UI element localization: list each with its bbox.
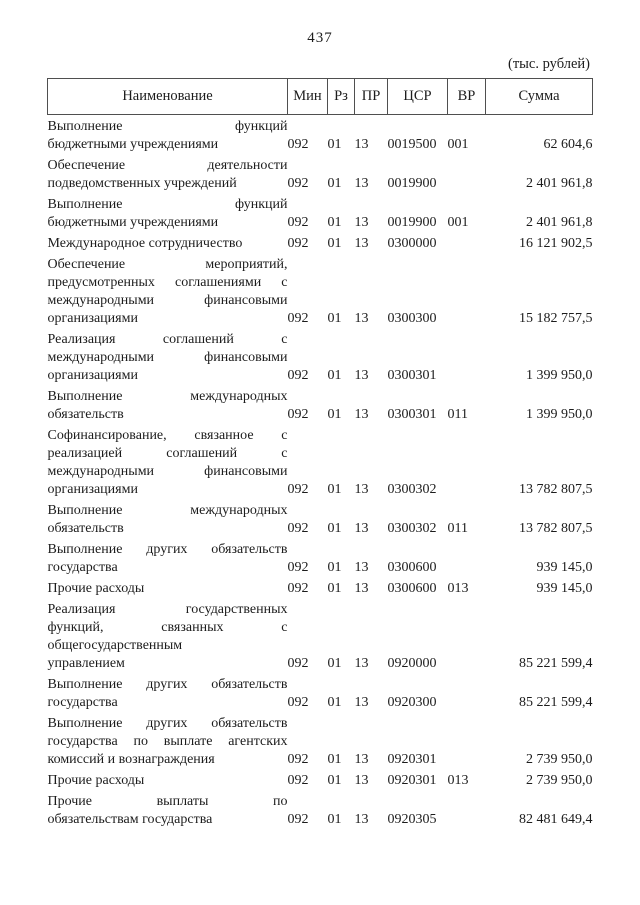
name-line: Выполнение функций	[47, 119, 288, 134]
name-line: государства	[47, 560, 118, 575]
cell-pr: 13	[354, 137, 369, 152]
cell-csr: 0300302	[387, 482, 437, 497]
page-number: 437	[307, 30, 333, 46]
cell-pr: 13	[354, 752, 369, 767]
cell-vr	[448, 424, 486, 499]
cell-csr: 0300302	[387, 521, 437, 536]
name-line: управлением	[47, 656, 125, 671]
column-header-vr: ВР	[448, 79, 486, 115]
cell-rz: 01	[327, 581, 342, 596]
cell-csr: 0300600	[387, 581, 437, 596]
cell-vr: 013	[447, 581, 469, 596]
cell-vr	[448, 328, 486, 385]
name-line: обязательствам государства	[47, 812, 213, 827]
name-line: международными финансовыми	[47, 350, 288, 365]
cell-sum: 16 121 902,5	[519, 236, 593, 251]
cell-name	[48, 790, 288, 829]
cell-pr: 13	[354, 560, 369, 575]
name-line: Выполнение других обязательств	[47, 542, 288, 557]
cell-csr: 0920301	[387, 752, 437, 767]
name-line: обязательств	[47, 521, 124, 536]
cell-pr: 13	[354, 311, 369, 326]
cell-name	[48, 328, 288, 385]
cell-csr: 0019900	[387, 176, 437, 191]
cell-min: 092	[287, 695, 309, 710]
name-line: Выполнение международных	[47, 389, 288, 404]
table-row	[48, 712, 593, 769]
cell-vr	[448, 538, 486, 577]
table-row	[48, 193, 593, 232]
cell-pr: 13	[354, 368, 369, 383]
cell-pr: 13	[354, 773, 369, 788]
name-line: реализацией соглашений с	[47, 446, 288, 461]
cell-name	[48, 154, 288, 193]
name-line: государства	[47, 695, 118, 710]
cell-sum: 2 739 950,0	[526, 752, 593, 767]
cell-name	[48, 253, 288, 328]
name-line: Выполнение функций	[47, 197, 288, 212]
cell-csr: 0920000	[387, 656, 437, 671]
cell-pr: 13	[354, 521, 369, 536]
cell-rz: 01	[327, 560, 342, 575]
cell-csr: 0300000	[387, 236, 437, 251]
cell-name	[48, 499, 288, 538]
name-line: международными финансовыми	[47, 464, 288, 479]
name-line: государства по выплате агентских	[47, 734, 288, 749]
cell-sum: 13 782 807,5	[519, 521, 593, 536]
cell-min: 092	[287, 773, 309, 788]
cell-pr: 13	[354, 215, 369, 230]
name-line: Международное сотрудничество	[47, 236, 243, 251]
cell-name	[48, 577, 288, 598]
column-header-name: Наименование	[48, 79, 288, 115]
cell-min: 092	[287, 752, 309, 767]
cell-sum: 82 481 649,4	[519, 812, 593, 827]
table-body	[48, 115, 593, 830]
cell-name	[48, 673, 288, 712]
cell-min: 092	[287, 521, 309, 536]
cell-csr: 0300301	[387, 407, 437, 422]
cell-vr	[448, 598, 486, 673]
cell-sum: 15 182 757,5	[519, 311, 593, 326]
cell-csr: 0300300	[387, 311, 437, 326]
cell-rz: 01	[327, 311, 342, 326]
name-line: бюджетными учреждениями	[47, 137, 219, 152]
cell-sum: 1 399 950,0	[526, 407, 593, 422]
cell-vr	[448, 232, 486, 253]
cell-rz: 01	[327, 812, 342, 827]
cell-vr	[448, 673, 486, 712]
name-line: Прочие расходы	[47, 773, 145, 788]
cell-min: 092	[287, 368, 309, 383]
name-line: Выполнение международных	[47, 503, 288, 518]
name-line: предусмотренных соглашениями с	[47, 275, 288, 290]
cell-csr: 0300301	[387, 368, 437, 383]
cell-min: 092	[287, 560, 309, 575]
column-header-sum: Сумма	[486, 79, 593, 115]
name-line: Прочие расходы	[47, 581, 145, 596]
name-line: Реализация соглашений с	[47, 332, 288, 347]
cell-pr: 13	[354, 581, 369, 596]
table-row	[48, 424, 593, 499]
cell-sum: 2 401 961,8	[526, 176, 593, 191]
units-note: (тыс. рублей)	[508, 56, 590, 72]
cell-name	[48, 712, 288, 769]
name-line: общегосударственным	[47, 638, 183, 653]
name-line: Реализация государственных	[47, 602, 288, 617]
table-row	[48, 577, 593, 598]
cell-vr: 001	[447, 215, 469, 230]
cell-rz: 01	[327, 176, 342, 191]
column-header-csr: ЦСР	[388, 79, 448, 115]
cell-pr: 13	[354, 695, 369, 710]
cell-vr	[448, 253, 486, 328]
cell-min: 092	[287, 215, 309, 230]
table-header-row	[48, 79, 593, 115]
name-line: организациями	[47, 311, 138, 326]
cell-min: 092	[287, 656, 309, 671]
cell-rz: 01	[327, 773, 342, 788]
column-header-pr: ПР	[355, 79, 388, 115]
name-line: Прочие выплаты по	[47, 794, 288, 809]
cell-rz: 01	[327, 752, 342, 767]
cell-min: 092	[287, 311, 309, 326]
cell-pr: 13	[354, 812, 369, 827]
name-line: Обеспечение мероприятий,	[47, 257, 288, 272]
cell-csr: 0920300	[387, 695, 437, 710]
cell-rz: 01	[327, 482, 342, 497]
cell-sum: 62 604,6	[543, 137, 593, 152]
cell-rz: 01	[327, 656, 342, 671]
table-row	[48, 154, 593, 193]
name-line: Выполнение других обязательств	[47, 677, 288, 692]
cell-pr: 13	[354, 176, 369, 191]
column-header-rz: Рз	[328, 79, 355, 115]
cell-sum: 85 221 599,4	[519, 656, 593, 671]
cell-pr: 13	[354, 656, 369, 671]
cell-rz: 01	[327, 215, 342, 230]
cell-min: 092	[287, 581, 309, 596]
cell-csr: 0300600	[387, 560, 437, 575]
cell-csr: 0019900	[387, 215, 437, 230]
cell-rz: 01	[327, 137, 342, 152]
cell-vr: 001	[447, 137, 469, 152]
cell-sum: 939 145,0	[536, 581, 593, 596]
cell-rz: 01	[327, 695, 342, 710]
cell-vr: 011	[447, 407, 468, 422]
name-line: комиссий и вознаграждения	[47, 752, 215, 767]
name-line: организациями	[47, 482, 138, 497]
cell-rz: 01	[327, 521, 342, 536]
name-line: организациями	[47, 368, 138, 383]
cell-name	[48, 115, 288, 155]
table-row	[48, 598, 593, 673]
cell-sum: 1 399 950,0	[526, 368, 593, 383]
table-row	[48, 769, 593, 790]
cell-vr	[448, 154, 486, 193]
budget-table	[47, 78, 593, 829]
name-line: Обеспечение деятельности	[47, 158, 288, 173]
table-row	[48, 790, 593, 829]
cell-min: 092	[287, 812, 309, 827]
table-row	[48, 232, 593, 253]
cell-vr	[448, 790, 486, 829]
cell-min: 092	[287, 482, 309, 497]
cell-vr	[448, 712, 486, 769]
cell-name	[48, 538, 288, 577]
cell-name	[48, 232, 288, 253]
cell-rz: 01	[327, 368, 342, 383]
table-row	[48, 115, 593, 155]
table-row	[48, 673, 593, 712]
name-line: международными финансовыми	[47, 293, 288, 308]
name-line: подведомственных учреждений	[47, 176, 237, 191]
cell-name	[48, 598, 288, 673]
cell-csr: 0920305	[387, 812, 437, 827]
cell-csr: 0019500	[387, 137, 437, 152]
name-line: функций, связанных с	[47, 620, 288, 635]
table-row	[48, 385, 593, 424]
cell-min: 092	[287, 137, 309, 152]
table-row	[48, 499, 593, 538]
cell-name	[48, 193, 288, 232]
cell-sum: 2 739 950,0	[526, 773, 593, 788]
column-header-min: Мин	[288, 79, 328, 115]
cell-min: 092	[287, 407, 309, 422]
name-line: Софинансирование, связанное с	[47, 428, 288, 443]
table-row	[48, 538, 593, 577]
cell-name	[48, 385, 288, 424]
cell-min: 092	[287, 176, 309, 191]
table-row	[48, 253, 593, 328]
cell-sum: 13 782 807,5	[519, 482, 593, 497]
name-line: бюджетными учреждениями	[47, 215, 219, 230]
cell-rz: 01	[327, 407, 342, 422]
cell-sum: 2 401 961,8	[526, 215, 593, 230]
cell-pr: 13	[354, 407, 369, 422]
cell-min: 092	[287, 236, 309, 251]
cell-name	[48, 424, 288, 499]
table-row	[48, 328, 593, 385]
name-line: Выполнение других обязательств	[47, 716, 288, 731]
cell-pr: 13	[354, 482, 369, 497]
cell-name	[48, 769, 288, 790]
cell-sum: 85 221 599,4	[519, 695, 593, 710]
cell-vr: 013	[447, 773, 469, 788]
cell-sum: 939 145,0	[536, 560, 593, 575]
cell-pr: 13	[354, 236, 369, 251]
name-line: обязательств	[47, 407, 124, 422]
cell-vr: 011	[447, 521, 468, 536]
cell-csr: 0920301	[387, 773, 437, 788]
cell-rz: 01	[327, 236, 342, 251]
